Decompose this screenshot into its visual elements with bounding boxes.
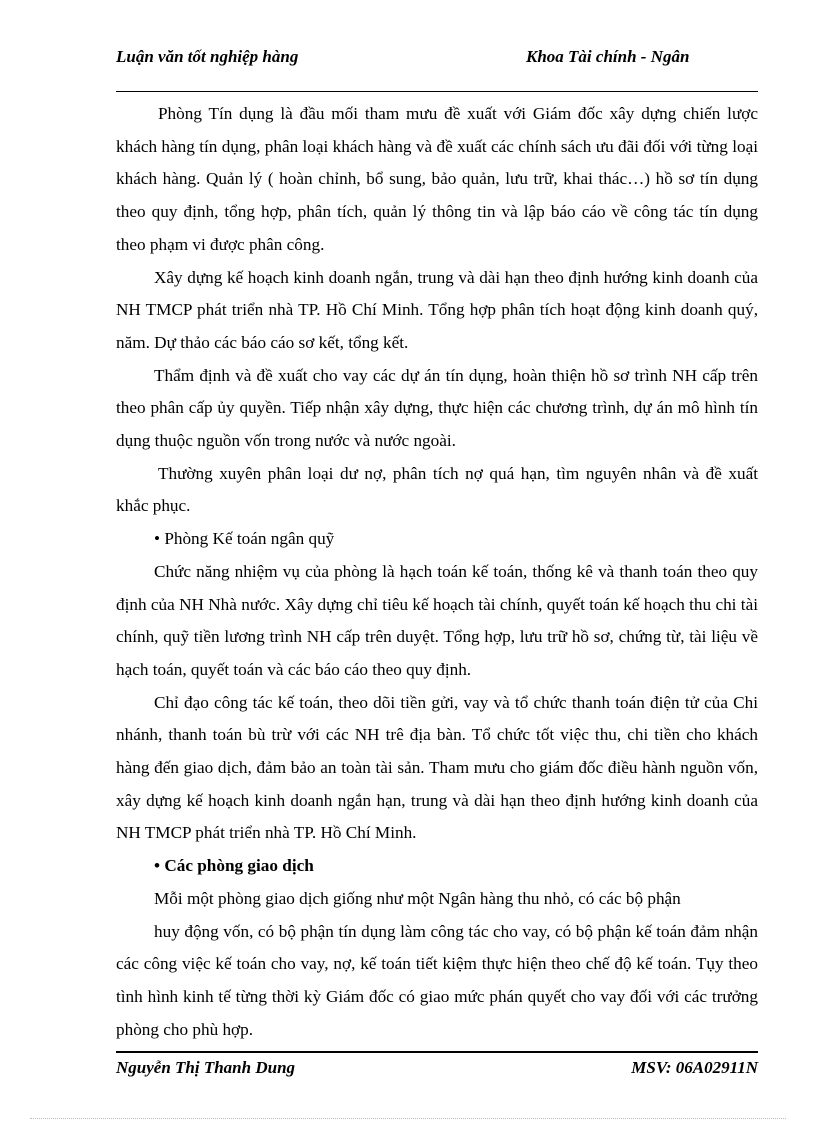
paragraph-business-plan: Xây dựng kế hoạch kinh doanh ngắn, trung và dài hạn theo định hướng kinh doanh của NH TMCP phát triển nhà TP. Hồ Chí Minh. Tổng hợp phân tích hoạt động kinh doanh quý, năm. Dự thảo các báo cáo sơ kết, tổng kết.: [116, 267, 758, 352]
heading-accounting-treasury: • Phòng Kế toán ngân quỹ: [154, 529, 335, 549]
paragraph-transaction-intro: Mỗi một phòng giao dịch giống như một Ngân hàng thu nhỏ, có các bộ phận: [154, 888, 681, 908]
footer-student-id: MSV: 06A02911N: [631, 1058, 758, 1077]
footer-author: Nguyễn Thị Thanh Dung: [116, 1058, 296, 1077]
page-header: [116, 46, 758, 94]
header-rule: [116, 91, 758, 92]
paragraph-accounting-function: Chức năng nhiệm vụ của phòng là hạch toán kế toán, thống kê và thanh toán theo quy định của NH Nhà nước. Xây dựng chỉ tiêu kế hoạch tài chính, quyết toán kế hoạch thu chi tài chính, quỹ tiền lương trình NH cấp trên duyệt. Tổng hợp, lưu trữ hồ sơ, chứng từ, tài liệu về hạch toán, quyết toán và các báo cáo theo quy định.: [116, 561, 758, 679]
header-thesis-title: Luận văn tốt nghiệp hàng: [116, 47, 299, 66]
document-body: [116, 98, 758, 1046]
paragraph-appraisal: Thẩm định và đề xuất cho vay các dự án tín dụng, hoàn thiện hồ sơ trình NH cấp trên theo phân cấp ủy quyền. Tiếp nhận xây dựng, thực hiện các chương trình, dự án mô hình tín dụng thuộc nguồn vốn trong nước và nước ngoài.: [116, 365, 758, 451]
paragraph-debt-classification: Thường xuyên phân loại dư nợ, phân tích nợ quá hạn, tìm nguyên nhân và đề xuất khắc phục.: [116, 463, 758, 516]
header-faculty: Khoa Tài chính - Ngân: [526, 47, 690, 66]
paragraph-accounting-direction: Chỉ đạo công tác kế toán, theo dõi tiền gửi, vay và tổ chức thanh toán điện tử của Chi nhánh, thanh toán bù trừ với các NH trê địa bàn. Tổ chức tốt việc thu, chi tiền cho khách hàng đến giao dịch, đảm bảo an toàn tài sản. Tham mưu cho giám đốc điều hành nguồn vốn, xây dựng kế hoạch kinh doanh ngắn hạn, trung và dài hạn theo định hướng kinh doanh của NH TMCP phát triển nhà TP. Hồ Chí Minh.: [116, 692, 758, 843]
paragraph-credit-dept: Phòng Tín dụng là đầu mối tham mưu đề xuất với Giám đốc xây dựng chiến lược khách hàng tín dụng, phân loại khách hàng và đề xuất các chính sách ưu đãi đối với từng loại khách hàng. Quản lý ( hoàn chỉnh, bổ sung, bảo quản, lưu trữ, khai thác…) hồ sơ tín dụng theo quy định, tổng hợp, phân tích, quản lý thông tin và lập báo cáo về công tác tín dụng theo phạm vi được phân công.: [116, 104, 758, 254]
heading-transaction-offices: • Các phòng giao dịch: [154, 856, 314, 876]
page-edge: [30, 1118, 786, 1119]
footer-rule: [116, 1051, 758, 1053]
paragraph-transaction-detail: huy động vốn, có bộ phận tín dụng làm công tác cho vay, có bộ phận kế toán đảm nhận các công việc kế toán cho vay, nợ, kế toán tiết kiệm thực hiện theo chế độ kế toán. Tụy theo tình hình kinh tế từng thời kỳ Giám đốc có giao mức phán quyết cho vay đối với các trưởng phòng cho phù hợp.: [116, 921, 758, 1039]
